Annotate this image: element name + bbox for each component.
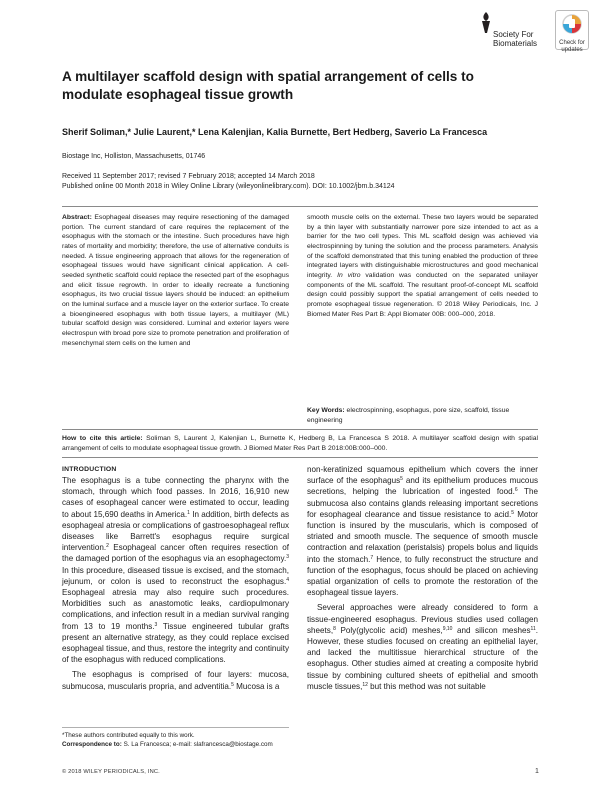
abstract-right-column xyxy=(307,213,538,319)
intro-paragraph-1: The esophagus is a tube connecting the pharynx with the stomach, through which food passes. In 2016, 16,910 new cases of esophageal cancer were estimated to occur, leading to about 15,690 deaths in America.$^1$ In addition, birth defects as esophageal atresia or complications of gastroesophageal reflux diseases like Barrett's esophagus require surgical intervention.$^2$ Esophageal cancer often requires resection of the damaged portion of the esophagus via an esophagectomy.$^3$ In this procedure, diseased tissue is excised, and the stomach, jejunum, or colon is used to reconstruct the esophagus.$^4$ Esophageal atresia may also require such procedures. Morbidities such as anastomotic leaks, cardiopulmonary complications, and infection result in a median survival ranging from 13 to 19 months.$^3$ Tissue engineered tubular grafts present an alternative strategy, as they could replace excised esophageal tissue, and thus, restore the integrity and continuity of the esophagus with reduced complications. xyxy=(62,476,290,665)
cite-text: Soliman S, Laurent J, Kalenjian L, Burnette K, Hedberg B, La Francesca S 2018. A multilayer scaffold design with spatial arrangement of cells to modulate esophageal tissue growth. J Biomed Mater Res Part B 2018:00B:000–000. xyxy=(62,435,538,452)
abstract-in-vitro: In vitro xyxy=(337,271,361,279)
society-line-1: Society For xyxy=(493,30,534,39)
section-heading-introduction: INTRODUCTION xyxy=(62,466,117,473)
keywords-label: Key Words: xyxy=(307,407,345,414)
received-dates: Received 11 September 2017; revised 7 February 2018; accepted 14 March 2018 xyxy=(62,173,315,180)
abstract-text-left: Esophageal diseases may require resectioning of the damaged portion. The current standard of care requires the replacement of the esophagus with the stomach or the intestine. Such procedures have high rates of mortality and morbidity; therefore, the use of alternative conduits is needed. A tissue engineering approach that allows for the regeneration of esophageal tissues would have significant clinical application. A cell-seeded synthetic scaffold could replace the resected part of the esophagus and elicit tissue regrowth. In order to ideally recreate a functioning esophagus, its two crucial tissue layers should be induced: an epithelium on the luminal surface and a muscle layer on the exterior surface. To create a bioengineered esophagus with both tissue layers, a multilayer (ML) tubular scaffold design was considered. Luminal and exterior layers were electrospun with broad pore size to promote penetration and proliferation of mesenchymal stem cells on the lumen and xyxy=(62,214,289,347)
divider-top xyxy=(62,206,538,207)
published-line: Published online 00 Month 2018 in Wiley Online Library (wileyonlinelibrary.com). DOI: 10.1002/jbm.b.34124 xyxy=(62,183,395,190)
society-line-2: Biomaterials xyxy=(493,39,538,48)
divider-cite-bottom xyxy=(62,457,538,458)
author-list: Sherif Soliman,* Julie Laurent,* Lena Kalenjian, Kalia Burnette, Bert Hedberg, Saverio La Francesca xyxy=(62,127,488,137)
society-logo xyxy=(477,10,547,60)
abstract-label: Abstract: xyxy=(62,214,92,221)
copyright-footer: © 2018 WILEY PERIODICALS, INC. xyxy=(62,769,160,775)
how-to-cite xyxy=(62,434,538,453)
crossmark-label-2: updates xyxy=(561,47,583,53)
abstract-text-right-1: smooth muscle cells on the external. These two layers would be separated by a thin layer with substantially narrower pore size intended to act as a barrier for the two cell types. This ML scaffold design was achieved via electrospinning by tuning the solution and the process parameters. Analysis of the scaffold demonstrated that this tuning enabled the production of three integrated layers with distinguishable microstructures and good mechanical integrity. xyxy=(307,214,538,279)
article-title: A multilayer scaffold design with spatial arrangement of cells to modulate esophageal tissue growth xyxy=(62,69,474,102)
society-name xyxy=(493,30,553,48)
crossmark-icon xyxy=(562,14,582,34)
body-right-column xyxy=(307,464,538,692)
keywords xyxy=(307,406,538,425)
crossmark-label-1: Check for xyxy=(559,40,585,46)
article-dates xyxy=(62,172,542,192)
intro-paragraph-2: The esophagus is comprised of four layers: mucosa, submucosa, muscularis propria, and adventitia.$^5$ Mucosa is a xyxy=(62,670,289,691)
divider-cite-top xyxy=(62,429,538,430)
footnotes xyxy=(62,731,289,749)
check-for-updates-button[interactable] xyxy=(555,10,589,53)
body-left-column xyxy=(62,464,289,692)
affiliation: Biostage Inc, Holliston, Massachusetts, 01746 xyxy=(62,153,206,160)
abstract-text-right-2: validation was conducted on the separated unilayer components of the ML scaffold. The resultant proof-of-concept ML scaffold design could possibly support the spatial arrangement of cells needed to promote esophageal tissue regeneration. © 2018 Wiley Periodicals, Inc. J Biomed Mater Res Part B: Appl Biomater 00B: 000–000, 2018. xyxy=(307,271,539,318)
footnote-divider xyxy=(62,727,289,728)
keywords-text: electrospinning, esophagus, pore size, scaffold, tissue engineering xyxy=(307,407,510,424)
correspondence-note: Correspondence to: S. La Francesca; e-mail: slafrancesca@biostage.com xyxy=(62,741,273,748)
intro-paragraph-3: non-keratinized squamous epithelium which covers the inner surface of the esophagus$^5$ and its epithelium produces mucous secretions, helping the lubrication of ingested food.$^6$ The submucosa also contains glands releasing important secretions for esophageal clearance and tissue resistance to acid.$^5$ Motor function is insured by the muscularis, which is composed of striated and smooth muscle. The sequence of smooth muscle contraction and relaxation (peristalsis) propels bolus and liquids into the stomach.$^7$ Hence, to fully reconstruct the structure and function of the esophagus, focus should be placed on achieving spatial organization of cells to promote the restoration of the esophageal tissue layers. xyxy=(307,465,539,598)
cite-label: How to cite this article: xyxy=(62,435,143,442)
intro-paragraph-4: Several approaches were already considered to form a tissue-engineered esophagus. Previous studies used collagen sheets,$^8$ Poly(glycolic acid) meshes,$^{9,10}$ and silicon meshes$^{11}$. However, these studies focused on creating an epithelial layer, and lacked the multitissue hierarchical structure of the esophagus. Other studies aimed at creating a composite hybrid tissue by combining cultured sheets of epithelial and smooth muscle tissues,$^{12}$ but this method was not suitable xyxy=(307,603,538,691)
abstract-left-column xyxy=(62,213,289,348)
page-number: 1 xyxy=(535,768,539,775)
equal-contribution-note: *These authors contributed equally to this work. xyxy=(62,732,195,739)
